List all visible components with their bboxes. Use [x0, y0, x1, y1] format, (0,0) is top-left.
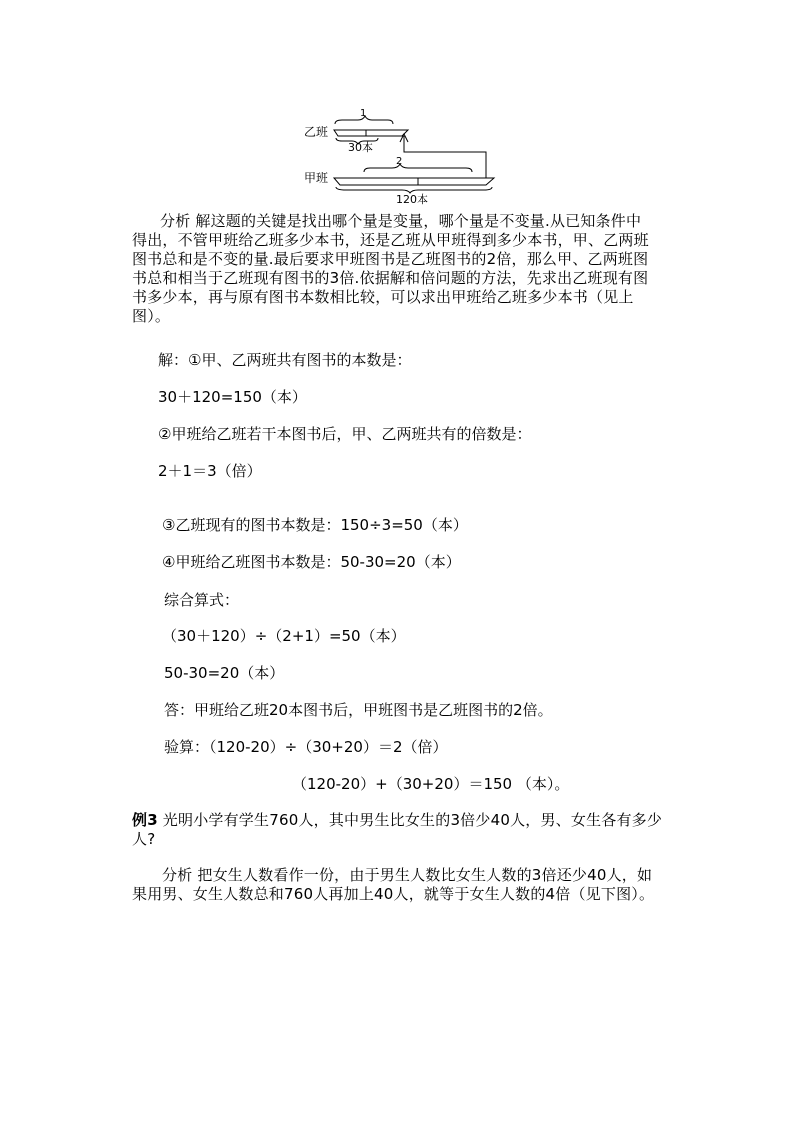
brace-1-label: 1	[360, 108, 367, 119]
analysis-1-line: 图）。	[132, 307, 171, 325]
analysis-paragraph-2	[132, 866, 692, 904]
bar-jia-class	[334, 178, 494, 185]
analysis-paragraph-1	[132, 212, 672, 326]
combined-formula-1: （30＋120）÷（2+1）=50（本）	[162, 627, 406, 645]
check-line-2: （120-20）+（30+20）＝150 （本）。	[292, 775, 570, 793]
combined-formula-label: 综合算式：	[164, 591, 240, 609]
analysis-1-line: 书总和相当于乙班现有图书的3倍.依据解和倍问题的方法，先求出乙班现有图	[132, 269, 649, 287]
example-3-line-1	[132, 811, 692, 830]
analysis-1-line: 分析 解这题的关键是找出哪个量是变量，哪个量是不变量.从已知条件中	[160, 212, 642, 230]
solution-step-1-label: 解：①甲、乙两班共有图书的本数是：	[158, 351, 412, 369]
label-jia-class: 甲班	[304, 171, 329, 185]
analysis-1-line: 图书总和是不变的量.最后要求甲班图书是乙班图书的2倍，那么甲、乙两班图	[132, 250, 649, 268]
transfer-arrow-line	[404, 136, 486, 178]
example-3-text-2: 人?	[132, 830, 156, 848]
amount-120-label: 120本	[396, 193, 428, 206]
example-3-text-1: 光明小学有学生760人，其中男生比女生的3倍少40人，男、女生各有多少	[157, 811, 663, 829]
check-line-1: 验算：（120-20）÷（30+20）＝2（倍）	[164, 738, 448, 756]
bar-yi-class	[334, 130, 408, 136]
solution-step-4: ④甲班给乙班图书本数是：50-30=20（本）	[162, 553, 461, 571]
brace-2-label: 2	[396, 156, 403, 167]
solution-step-2-label: ②甲班给乙班若干本图书后，甲、乙两班共有的倍数是：	[158, 425, 532, 443]
amount-30-label: 30本	[348, 141, 373, 154]
solution-step-1-calc: 30＋120=150（本）	[158, 388, 307, 406]
analysis-2-line: 分析 把女生人数看作一份，由于男生人数比女生人数的3倍还少40人，如	[162, 866, 653, 884]
analysis-1-line: 书多少本，再与原有图书本数相比较，可以求出甲班给乙班多少本书（见上	[132, 288, 634, 306]
combined-formula-2: 50-30=20（本）	[164, 664, 285, 682]
analysis-1-line: 得出，不管甲班给乙班多少本书，还是乙班从甲班得到多少本书，甲、乙两班	[132, 231, 649, 249]
solution-step-3: ③乙班现有的图书本数是：150÷3=50（本）	[162, 516, 468, 534]
example-3	[132, 811, 692, 849]
label-yi-class: 乙班	[304, 125, 329, 139]
solution-step-2-calc: 2＋1＝3（倍）	[158, 462, 262, 480]
example-3-label: 例3	[132, 811, 158, 829]
line-segment-diagram	[290, 104, 510, 208]
brace-2	[364, 164, 472, 172]
analysis-2-line: 果用男、女生人数总和760人再加上40人，就等于女生人数的4倍（见下图）。	[132, 885, 655, 903]
answer-line: 答：甲班给乙班20本图书后，甲班图书是乙班图书的2倍。	[164, 701, 553, 719]
